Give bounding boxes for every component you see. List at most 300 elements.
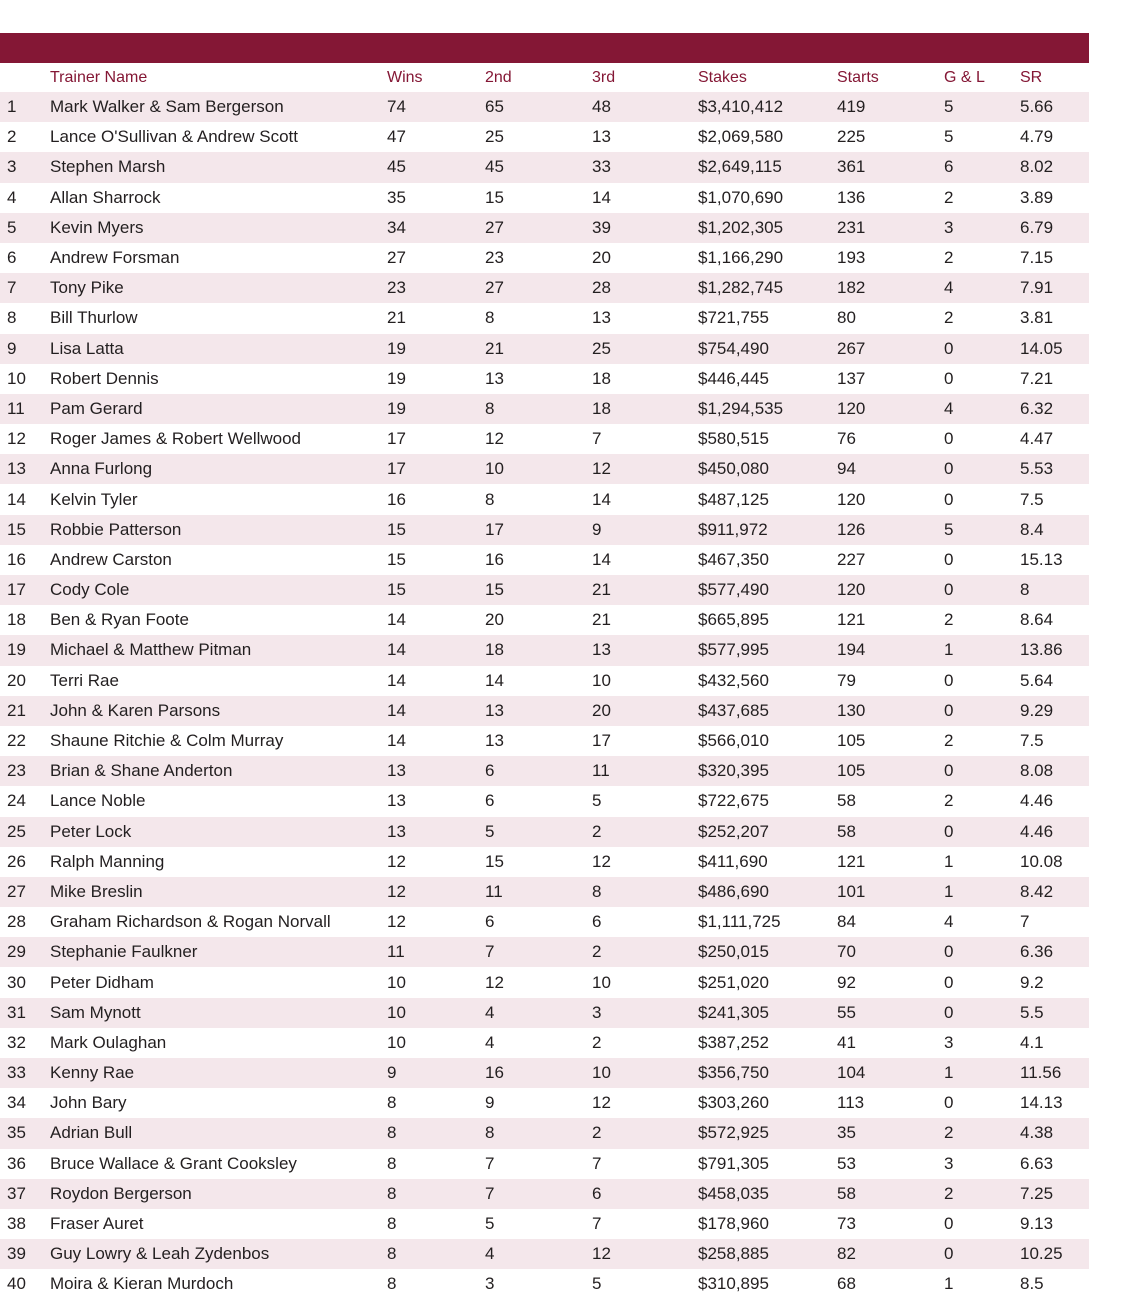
wins-cell: 19 [387, 338, 406, 358]
second-cell: 7 [485, 1153, 495, 1173]
stakes-cell: $310,895 [698, 1274, 769, 1294]
third-cell: 8 [592, 881, 602, 901]
table-row [0, 907, 1089, 937]
table-row [0, 696, 1089, 726]
sr-cell: 8.42 [1020, 881, 1054, 901]
third-cell: 3 [592, 1002, 602, 1022]
third-cell: 17 [592, 731, 611, 751]
third-cell: 10 [592, 670, 611, 690]
second-cell: 13 [485, 731, 504, 751]
starts-cell: 361 [837, 157, 866, 177]
table-row [0, 1028, 1089, 1058]
second-cell: 15 [485, 580, 504, 600]
second-cell: 12 [485, 972, 504, 992]
starts-cell: 84 [837, 912, 856, 932]
trainer-name-cell: Adrian Bull [50, 1123, 133, 1143]
trainer-name-cell: Lance O'Sullivan & Andrew Scott [50, 127, 298, 147]
gl-cell: 3 [944, 1153, 954, 1173]
wins-cell: 13 [387, 761, 406, 781]
trainer-name-cell: Robbie Patterson [50, 519, 182, 539]
trainer-name-cell: Terri Rae [50, 670, 119, 690]
sr-cell: 6.32 [1020, 398, 1054, 418]
gl-cell: 0 [944, 1093, 954, 1113]
wins-cell: 10 [387, 972, 406, 992]
rank-cell: 10 [7, 368, 26, 388]
table-row [0, 394, 1089, 424]
trainer-name-cell: Ralph Manning [50, 851, 165, 871]
third-cell: 21 [592, 610, 611, 630]
rank-cell: 13 [7, 459, 26, 479]
second-cell: 8 [485, 1123, 495, 1143]
gl-cell: 1 [944, 640, 954, 660]
trainer-name-cell: Roger James & Robert Wellwood [50, 429, 302, 449]
rank-cell: 37 [7, 1183, 26, 1203]
starts-cell: 58 [837, 1183, 856, 1203]
table-row [0, 575, 1089, 605]
gl-cell: 4 [944, 278, 954, 298]
third-cell: 9 [592, 519, 602, 539]
starts-cell: 105 [837, 731, 866, 751]
third-cell: 7 [592, 429, 602, 449]
trainer-name-cell: Andrew Carston [50, 549, 172, 569]
trainer-name-cell: Cody Cole [50, 580, 130, 600]
trainer-name-cell: Kelvin Tyler [50, 489, 138, 509]
sr-cell: 10.25 [1020, 1244, 1063, 1264]
rank-cell: 12 [7, 429, 26, 449]
stakes-cell: $467,350 [698, 549, 769, 569]
second-cell: 16 [485, 549, 504, 569]
starts-cell: 80 [837, 308, 856, 328]
starts-cell: 120 [837, 398, 866, 418]
trainer-name-cell: Allan Sharrock [50, 187, 161, 207]
wins-cell: 14 [387, 610, 406, 630]
wins-cell: 19 [387, 368, 406, 388]
trainer-name-cell: Fraser Auret [50, 1214, 144, 1234]
stakes-cell: $387,252 [698, 1032, 769, 1052]
third-cell: 33 [592, 157, 611, 177]
trainer-name-cell: Guy Lowry & Leah Zydenbos [50, 1244, 270, 1264]
sr-cell: 9.2 [1020, 972, 1044, 992]
stakes-cell: $241,305 [698, 1002, 769, 1022]
second-cell: 11 [485, 881, 503, 901]
trainer-name-cell: Tony Pike [50, 278, 124, 298]
rank-cell: 28 [7, 912, 26, 932]
gl-cell: 0 [944, 459, 954, 479]
wins-cell: 27 [387, 248, 406, 268]
stakes-cell: $580,515 [698, 429, 769, 449]
stakes-cell: $572,925 [698, 1123, 769, 1143]
second-cell: 12 [485, 429, 504, 449]
third-cell: 2 [592, 942, 602, 962]
gl-cell: 5 [944, 127, 954, 147]
rank-cell: 18 [7, 610, 26, 630]
gl-cell: 5 [944, 519, 954, 539]
sr-cell: 7.21 [1020, 368, 1054, 388]
second-header: 2nd [485, 68, 512, 86]
gl-cell: 2 [944, 791, 954, 811]
table-row [0, 1088, 1089, 1118]
third-cell: 20 [592, 700, 611, 720]
table-row [0, 726, 1089, 756]
second-cell: 65 [485, 97, 504, 117]
stakes-cell: $458,035 [698, 1183, 769, 1203]
gl-cell: 1 [944, 1063, 954, 1083]
gl-cell: 0 [944, 700, 954, 720]
starts-cell: 120 [837, 580, 866, 600]
wins-cell: 19 [387, 398, 406, 418]
second-cell: 8 [485, 398, 495, 418]
starts-cell: 104 [837, 1063, 866, 1083]
gl-cell: 2 [944, 1123, 954, 1143]
starts-cell: 101 [837, 881, 866, 901]
sr-cell: 13.86 [1020, 640, 1063, 660]
wins-cell: 17 [387, 459, 406, 479]
second-cell: 20 [485, 610, 504, 630]
third-cell: 5 [592, 1274, 602, 1294]
third-cell: 10 [592, 1063, 611, 1083]
trainer-name-cell: Peter Lock [50, 821, 132, 841]
gl-cell: 6 [944, 157, 954, 177]
starts-cell: 79 [837, 670, 856, 690]
sr-cell: 7.25 [1020, 1183, 1054, 1203]
wins-cell: 47 [387, 127, 406, 147]
rank-cell: 29 [7, 942, 26, 962]
table-row [0, 364, 1089, 394]
rank-cell: 5 [7, 217, 17, 237]
starts-cell: 227 [837, 549, 866, 569]
stakes-cell: $250,015 [698, 942, 769, 962]
second-cell: 13 [485, 700, 504, 720]
trainer-name-cell: Lisa Latta [50, 338, 124, 358]
table-row [0, 243, 1089, 273]
sr-cell: 5.53 [1020, 459, 1054, 479]
trainer-name-cell: Lance Noble [50, 791, 146, 811]
gl-cell: 0 [944, 1214, 954, 1234]
wins-cell: 9 [387, 1063, 397, 1083]
table-row [0, 605, 1089, 635]
sr-cell: 7.5 [1020, 489, 1044, 509]
stakes-cell: $252,207 [698, 821, 769, 841]
third-header: 3rd [592, 68, 616, 86]
second-cell: 8 [485, 489, 495, 509]
stakes-cell: $320,395 [698, 761, 769, 781]
gl-cell: 4 [944, 398, 954, 418]
stakes-cell: $446,445 [698, 368, 769, 388]
second-cell: 4 [485, 1032, 495, 1052]
stakes-cell: $303,260 [698, 1093, 769, 1113]
rank-cell: 15 [7, 519, 26, 539]
starts-cell: 82 [837, 1244, 856, 1264]
rank-cell: 4 [7, 187, 17, 207]
second-cell: 13 [485, 368, 504, 388]
gl-cell: 1 [944, 851, 954, 871]
stakes-cell: $3,410,412 [698, 97, 784, 117]
gl-header: G & L [944, 68, 985, 86]
wins-cell: 10 [387, 1002, 406, 1022]
table-row [0, 273, 1089, 303]
wins-cell: 13 [387, 791, 406, 811]
rank-cell: 1 [7, 97, 17, 117]
table-row [0, 454, 1089, 484]
sr-cell: 5.5 [1020, 1002, 1044, 1022]
second-cell: 5 [485, 1214, 495, 1234]
stakes-cell: $258,885 [698, 1244, 769, 1264]
starts-cell: 126 [837, 519, 866, 539]
third-cell: 12 [592, 1093, 611, 1113]
table-row [0, 183, 1089, 213]
gl-cell: 0 [944, 942, 954, 962]
wins-cell: 35 [387, 187, 406, 207]
table-row [0, 484, 1089, 514]
wins-cell: 13 [387, 821, 406, 841]
wins-cell: 74 [387, 97, 406, 117]
table-row [0, 1118, 1089, 1148]
second-cell: 17 [485, 519, 504, 539]
starts-cell: 58 [837, 821, 856, 841]
third-cell: 14 [592, 187, 611, 207]
rank-cell: 21 [7, 700, 26, 720]
rank-cell: 22 [7, 731, 26, 751]
sr-cell: 4.1 [1020, 1032, 1044, 1052]
third-cell: 25 [592, 338, 611, 358]
wins-cell: 15 [387, 580, 406, 600]
sr-cell: 6.79 [1020, 217, 1054, 237]
sr-cell: 7.15 [1020, 248, 1054, 268]
table-row [0, 1058, 1089, 1088]
gl-cell: 5 [944, 97, 954, 117]
rank-cell: 19 [7, 640, 26, 660]
gl-cell: 0 [944, 580, 954, 600]
trainer-name-cell: Graham Richardson & Rogan Norvall [50, 912, 331, 932]
sr-cell: 8.08 [1020, 761, 1054, 781]
wins-cell: 11 [387, 942, 405, 962]
stakes-cell: $487,125 [698, 489, 769, 509]
gl-cell: 0 [944, 1244, 954, 1264]
starts-cell: 92 [837, 972, 856, 992]
trainer-name-cell: Bill Thurlow [50, 308, 138, 328]
trainer-name-cell: Michael & Matthew Pitman [50, 640, 252, 660]
stakes-cell: $1,282,745 [698, 278, 784, 298]
starts-cell: 41 [837, 1032, 856, 1052]
stakes-cell: $1,202,305 [698, 217, 784, 237]
sr-cell: 6.63 [1020, 1153, 1054, 1173]
stakes-cell: $486,690 [698, 881, 769, 901]
trainer-table [0, 63, 1089, 1300]
third-cell: 11 [592, 761, 610, 781]
starts-cell: 58 [837, 791, 856, 811]
trainer-name-cell: Roydon Bergerson [50, 1183, 192, 1203]
trainer-name-cell: Bruce Wallace & Grant Cooksley [50, 1153, 297, 1173]
sr-cell: 8.64 [1020, 610, 1054, 630]
wins-cell: 16 [387, 489, 406, 509]
starts-cell: 182 [837, 278, 866, 298]
table-row [0, 756, 1089, 786]
second-cell: 6 [485, 761, 495, 781]
third-cell: 14 [592, 489, 611, 509]
sr-cell: 11.56 [1020, 1063, 1062, 1083]
rank-cell: 26 [7, 851, 26, 871]
sr-cell: 4.46 [1020, 791, 1054, 811]
rank-cell: 39 [7, 1244, 26, 1264]
stakes-cell: $1,111,725 [698, 912, 781, 932]
second-cell: 27 [485, 217, 504, 237]
starts-cell: 35 [837, 1123, 856, 1143]
second-cell: 15 [485, 851, 504, 871]
table-row [0, 786, 1089, 816]
starts-cell: 121 [837, 851, 866, 871]
table-row [0, 967, 1089, 997]
rank-cell: 31 [7, 1002, 26, 1022]
trainer-name-cell: Mark Oulaghan [50, 1032, 167, 1052]
stakes-cell: $566,010 [698, 731, 769, 751]
table-row [0, 937, 1089, 967]
trainer-name-cell: Brian & Shane Anderton [50, 761, 233, 781]
third-cell: 28 [592, 278, 611, 298]
stakes-cell: $437,685 [698, 700, 769, 720]
rank-cell: 7 [7, 278, 17, 298]
stakes-cell: $251,020 [698, 972, 769, 992]
stakes-cell: $754,490 [698, 338, 769, 358]
stakes-cell: $450,080 [698, 459, 769, 479]
gl-cell: 2 [944, 187, 954, 207]
gl-cell: 0 [944, 972, 954, 992]
third-cell: 6 [592, 912, 602, 932]
second-cell: 9 [485, 1093, 495, 1113]
third-cell: 10 [592, 972, 611, 992]
sr-cell: 4.46 [1020, 821, 1054, 841]
trainer-name-cell: Mark Walker & Sam Bergerson [50, 97, 284, 117]
second-cell: 23 [485, 248, 504, 268]
rank-cell: 20 [7, 670, 26, 690]
third-cell: 18 [592, 398, 611, 418]
sr-cell: 15.13 [1020, 549, 1063, 569]
third-cell: 6 [592, 1183, 602, 1203]
rank-cell: 35 [7, 1123, 26, 1143]
gl-cell: 0 [944, 549, 954, 569]
wins-cell: 8 [387, 1123, 397, 1143]
third-cell: 18 [592, 368, 611, 388]
trainer-name-cell: Mike Breslin [50, 881, 143, 901]
gl-cell: 0 [944, 761, 954, 781]
starts-cell: 113 [837, 1093, 865, 1113]
wins-cell: 34 [387, 217, 406, 237]
stakes-cell: $2,649,115 [698, 157, 782, 177]
trainer-name-cell: Pam Gerard [50, 398, 143, 418]
table-row [0, 152, 1089, 182]
rank-cell: 34 [7, 1093, 26, 1113]
table-row [0, 877, 1089, 907]
rank-cell: 30 [7, 972, 26, 992]
table-row [0, 998, 1089, 1028]
gl-cell: 0 [944, 489, 954, 509]
table-row [0, 334, 1089, 364]
rank-cell: 14 [7, 489, 26, 509]
table-row [0, 635, 1089, 665]
second-cell: 6 [485, 791, 495, 811]
wins-cell: 14 [387, 670, 406, 690]
wins-cell: 12 [387, 881, 406, 901]
sr-cell: 7.5 [1020, 731, 1044, 751]
table-row [0, 847, 1089, 877]
second-cell: 21 [485, 338, 504, 358]
table-row [0, 1209, 1089, 1239]
third-cell: 13 [592, 640, 611, 660]
rank-cell: 36 [7, 1153, 26, 1173]
wins-cell: 15 [387, 519, 406, 539]
table-row [0, 1149, 1089, 1179]
third-cell: 48 [592, 97, 611, 117]
sr-cell: 14.13 [1020, 1093, 1063, 1113]
third-cell: 12 [592, 1244, 611, 1264]
second-cell: 8 [485, 308, 495, 328]
wins-cell: 8 [387, 1183, 397, 1203]
stakes-cell: $577,490 [698, 580, 769, 600]
stakes-cell: $178,960 [698, 1214, 769, 1234]
second-cell: 15 [485, 187, 504, 207]
gl-cell: 3 [944, 1032, 954, 1052]
wins-cell: 23 [387, 278, 406, 298]
wins-cell: 8 [387, 1244, 397, 1264]
trainer-name-cell: Moira & Kieran Murdoch [50, 1274, 234, 1294]
wins-cell: 8 [387, 1153, 397, 1173]
third-cell: 14 [592, 549, 611, 569]
trainer-name-cell: Andrew Forsman [50, 248, 180, 268]
table-row [0, 92, 1089, 122]
sr-cell: 8.02 [1020, 157, 1054, 177]
sr-cell: 14.05 [1020, 338, 1063, 358]
starts-cell: 55 [837, 1002, 856, 1022]
rank-cell: 27 [7, 881, 26, 901]
table-row [0, 545, 1089, 575]
sr-header: SR [1020, 68, 1043, 86]
third-cell: 7 [592, 1214, 602, 1234]
rank-cell: 16 [7, 549, 26, 569]
sr-cell: 5.66 [1020, 97, 1054, 117]
second-cell: 16 [485, 1063, 504, 1083]
stakes-header: Stakes [698, 68, 747, 86]
sr-cell: 7 [1020, 912, 1030, 932]
wins-cell: 8 [387, 1274, 397, 1294]
sr-cell: 3.89 [1020, 187, 1054, 207]
second-cell: 14 [485, 670, 504, 690]
table-row [0, 1239, 1089, 1269]
trainer-name-cell: Kevin Myers [50, 217, 144, 237]
starts-cell: 53 [837, 1153, 856, 1173]
rank-cell: 23 [7, 761, 26, 781]
sr-cell: 8.5 [1020, 1274, 1044, 1294]
starts-cell: 194 [837, 640, 866, 660]
wins-cell: 12 [387, 912, 406, 932]
starts-header: Starts [837, 68, 879, 86]
starts-cell: 70 [837, 942, 856, 962]
trainer-name-cell: Stephen Marsh [50, 157, 166, 177]
wins-cell: 14 [387, 640, 406, 660]
trainer-name-cell: Shaune Ritchie & Colm Murray [50, 731, 284, 751]
third-cell: 21 [592, 580, 611, 600]
gl-cell: 4 [944, 912, 954, 932]
second-cell: 4 [485, 1244, 495, 1264]
starts-cell: 225 [837, 127, 866, 147]
starts-cell: 76 [837, 429, 856, 449]
third-cell: 12 [592, 459, 611, 479]
second-cell: 7 [485, 1183, 495, 1203]
starts-cell: 94 [837, 459, 856, 479]
third-cell: 20 [592, 248, 611, 268]
gl-cell: 2 [944, 308, 954, 328]
wins-cell: 21 [387, 308, 406, 328]
third-cell: 12 [592, 851, 611, 871]
wins-cell: 10 [387, 1032, 406, 1052]
